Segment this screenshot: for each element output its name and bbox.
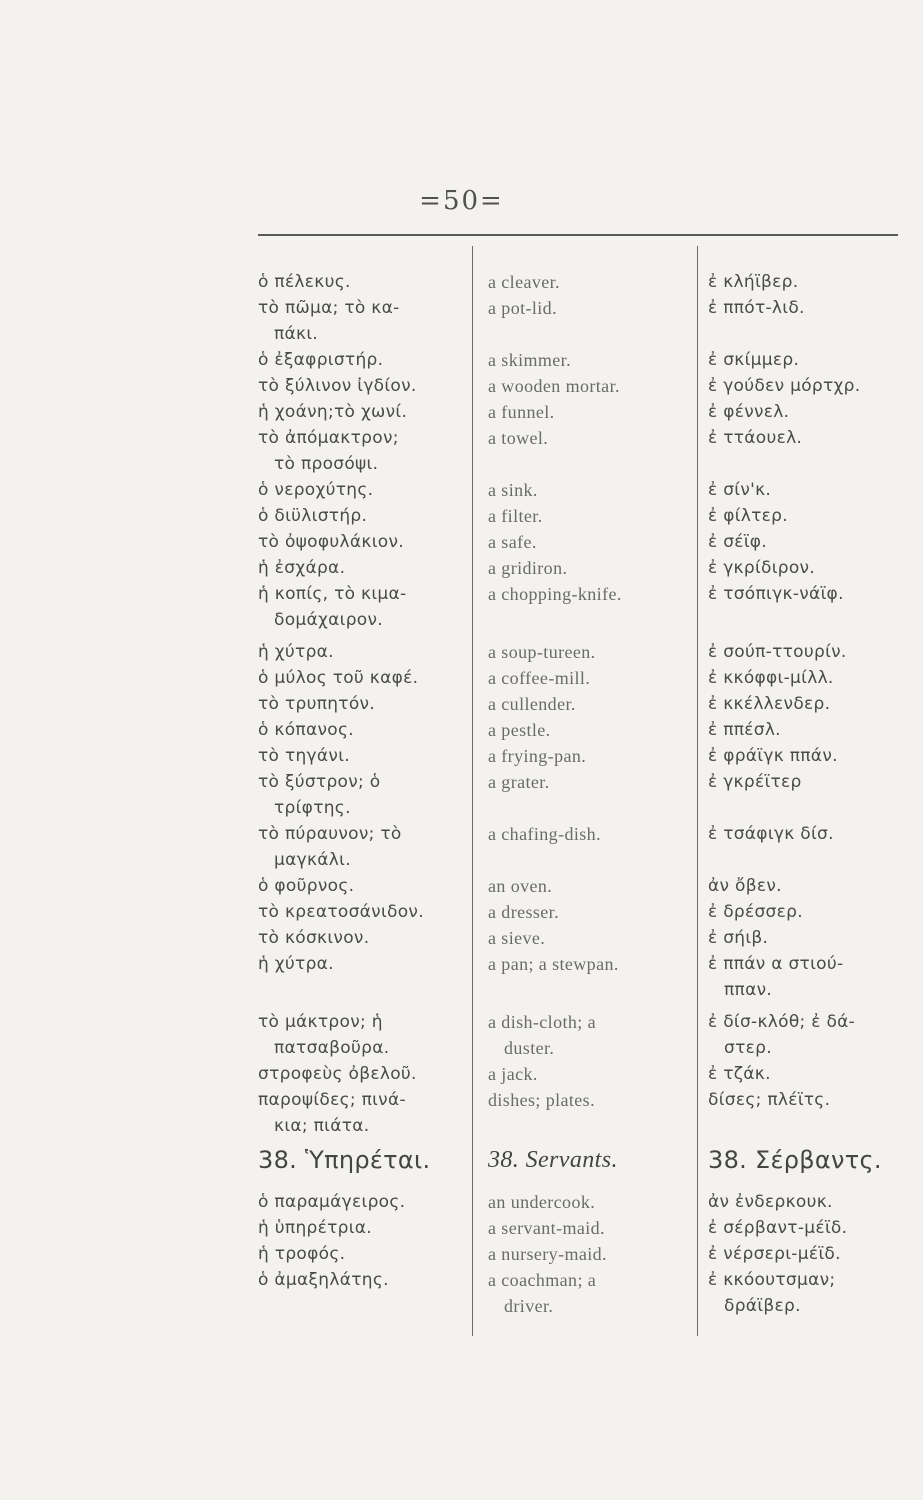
english-entry: a gridiron. (488, 558, 568, 578)
greek-entry: τὸ τρυπητόν. (258, 694, 376, 714)
english-entry: a nursery-maid. (488, 1244, 607, 1264)
greek-entry: τὸ προσόψι. (274, 454, 379, 474)
greek-entry: ὁ νεροχύτης. (258, 480, 374, 500)
greek-entry: ὁ μύλος τοῦ καφέ. (258, 668, 419, 688)
phonetic-entry: δίσες; πλέϊτς. (708, 1090, 831, 1110)
english-entry: driver. (504, 1296, 554, 1316)
english-entry: a funnel. (488, 402, 555, 422)
phonetic-entry: ἐ ππάν α στιού- (708, 954, 844, 974)
english-entry: a chafing-dish. (488, 824, 601, 844)
greek-entry: ἡ χύτρα. (258, 954, 334, 974)
phonetic-entry: ἐ δίσ-κλόθ; ἐ δά- (708, 1012, 856, 1032)
english-entry: a coachman; a (488, 1270, 597, 1290)
greek-entry: τὸ τηγάνι. (258, 746, 350, 766)
phonetic-entry: ἐ φέννελ. (708, 402, 790, 422)
greek-entry: ἡ κοπίς, τὸ κιμα- (258, 584, 407, 604)
phonetic-entry: ἐ φίλτερ. (708, 506, 788, 526)
phonetic-entry: ἐ τσάφιγκ δίσ. (708, 824, 834, 844)
phonetic-section-heading: 38. Σέρβαντς. (708, 1146, 882, 1174)
phonetic-entry: ἐ ττάουελ. (708, 428, 803, 448)
english-entry: a frying-pan. (488, 746, 587, 766)
greek-entry: ἡ ἐσχάρα. (258, 558, 346, 578)
greek-entry: τὸ κρεατοσάνιδον. (258, 902, 424, 922)
greek-entry: ὁ πέλεκυς. (258, 272, 351, 292)
phonetic-entry: ἀν ἐνδερκουκ. (708, 1192, 833, 1212)
english-entry: an oven. (488, 876, 553, 896)
english-entry: an undercook. (488, 1192, 596, 1212)
phonetic-entry: ἐ σέϊφ. (708, 532, 768, 552)
greek-entry: ἡ τροφός. (258, 1244, 346, 1264)
phonetic-entry: ἐ κκόφφι-μίλλ. (708, 668, 834, 688)
greek-entry: τὸ κόσκινον. (258, 928, 370, 948)
greek-entry: πατσαβοῦρα. (274, 1038, 390, 1058)
greek-entry: πάκι. (274, 324, 319, 344)
english-entry: a pan; a stewpan. (488, 954, 619, 974)
phonetic-entry: στερ. (724, 1038, 772, 1058)
english-section-heading: 38. Servants. (488, 1147, 618, 1173)
english-entry: a chopping-knife. (488, 584, 622, 604)
english-entry: a safe. (488, 532, 537, 552)
greek-entry: κια; πιάτα. (274, 1116, 370, 1136)
english-entry: a wooden mortar. (488, 376, 620, 396)
column-divider-left (472, 246, 473, 1336)
english-entry: a sink. (488, 480, 538, 500)
english-entry: a jack. (488, 1064, 538, 1084)
english-entry: a dresser. (488, 902, 559, 922)
greek-entry: μαγκάλι. (274, 850, 351, 870)
phonetic-entry: ἐ φράϊγκ ππάν. (708, 746, 838, 766)
greek-entry: τὸ πύραυνον; τὸ (258, 824, 402, 844)
phonetic-entry: ἐ νέρσερι-μέϊδ. (708, 1244, 841, 1264)
greek-entry: ὁ ἀμαξηλάτης. (258, 1270, 389, 1290)
phonetic-entry: δράϊβερ. (724, 1296, 801, 1316)
greek-entry: στροφεὺς ὀβελοῦ. (258, 1064, 417, 1084)
greek-entry: τὸ ἀπόμακτρον; (258, 428, 399, 448)
greek-entry: ὁ διϋλιστήρ. (258, 506, 368, 526)
greek-entry: ὁ φοῦρνος. (258, 876, 355, 896)
phonetic-entry: ἀν ὄβεν. (708, 876, 782, 896)
greek-entry: ἡ ὑπηρέτρια. (258, 1218, 372, 1238)
greek-entry: δομάχαιρον. (274, 610, 383, 630)
phonetic-entry: ἐ ππέσλ. (708, 720, 781, 740)
phonetic-entry: ἐ γούδεν μόρτχρ. (708, 376, 861, 396)
greek-entry: ὁ ἐξαφριστήρ. (258, 350, 384, 370)
greek-entry: ὁ παραμάγειρος. (258, 1192, 406, 1212)
column-divider-right (697, 246, 698, 1336)
english-entry: duster. (504, 1038, 555, 1058)
phonetic-entry: ἐ κκέλλενδερ. (708, 694, 831, 714)
english-entry: a soup-tureen. (488, 642, 596, 662)
phonetic-entry: ἐ σούπ-ττουρίν. (708, 642, 847, 662)
greek-entry: τὸ ὀψοφυλάκιον. (258, 532, 404, 552)
phonetic-entry: ἐ τζάκ. (708, 1064, 771, 1084)
english-entry: a servant-maid. (488, 1218, 605, 1238)
phonetic-entry: ἐ κκόουτσμαν; (708, 1270, 836, 1290)
greek-entry: παροψίδες; πινά- (258, 1090, 406, 1110)
english-entry: a skimmer. (488, 350, 571, 370)
english-entry: a pestle. (488, 720, 551, 740)
english-entry: a cullender. (488, 694, 576, 714)
phonetic-entry: ππαν. (724, 980, 773, 1000)
phonetic-entry: ἐ σήιβ. (708, 928, 769, 948)
header-rule (258, 234, 898, 236)
phonetic-entry: ἐ τσόπιγκ-νάϊφ. (708, 584, 844, 604)
english-entry: a filter. (488, 506, 543, 526)
english-entry: a grater. (488, 772, 550, 792)
greek-entry: ἡ χύτρα. (258, 642, 334, 662)
english-entry: dishes; plates. (488, 1090, 595, 1110)
greek-entry: τὸ πῶμα; τὸ κα- (258, 298, 400, 318)
phonetic-entry: ἐ ππότ-λιδ. (708, 298, 805, 318)
english-entry: a pot-lid. (488, 298, 557, 318)
english-entry: a coffee-mill. (488, 668, 591, 688)
greek-section-heading: 38. Ὑπηρέται. (258, 1146, 431, 1174)
greek-entry: τὸ μάκτρον; ἡ (258, 1012, 383, 1032)
greek-entry: ὁ κόπανος. (258, 720, 354, 740)
phonetic-entry: ἐ γκρέϊτερ (708, 772, 802, 792)
phonetic-entry: ἐ κλήϊβερ. (708, 272, 799, 292)
phonetic-entry: ἐ σέρβαντ-μέϊδ. (708, 1218, 848, 1238)
phonetic-entry: ἐ δρέσσερ. (708, 902, 803, 922)
english-entry: a sieve. (488, 928, 546, 948)
greek-entry: τὸ ξύστρον; ὁ (258, 772, 381, 792)
greek-entry: τὸ ξύλινον ἰγδίον. (258, 376, 417, 396)
english-entry: a dish-cloth; a (488, 1012, 596, 1032)
greek-entry: τρίφτης. (274, 798, 351, 818)
english-entry: a cleaver. (488, 272, 560, 292)
phonetic-entry: ἐ γκρίδιρον. (708, 558, 816, 578)
phonetic-entry: ἐ σκίμμερ. (708, 350, 800, 370)
english-entry: a towel. (488, 428, 549, 448)
greek-entry: ἡ χοάνη;τὸ χωνί. (258, 402, 408, 422)
phonetic-entry: ἐ σίν'κ. (708, 480, 772, 500)
page-number: =50= (419, 186, 504, 216)
